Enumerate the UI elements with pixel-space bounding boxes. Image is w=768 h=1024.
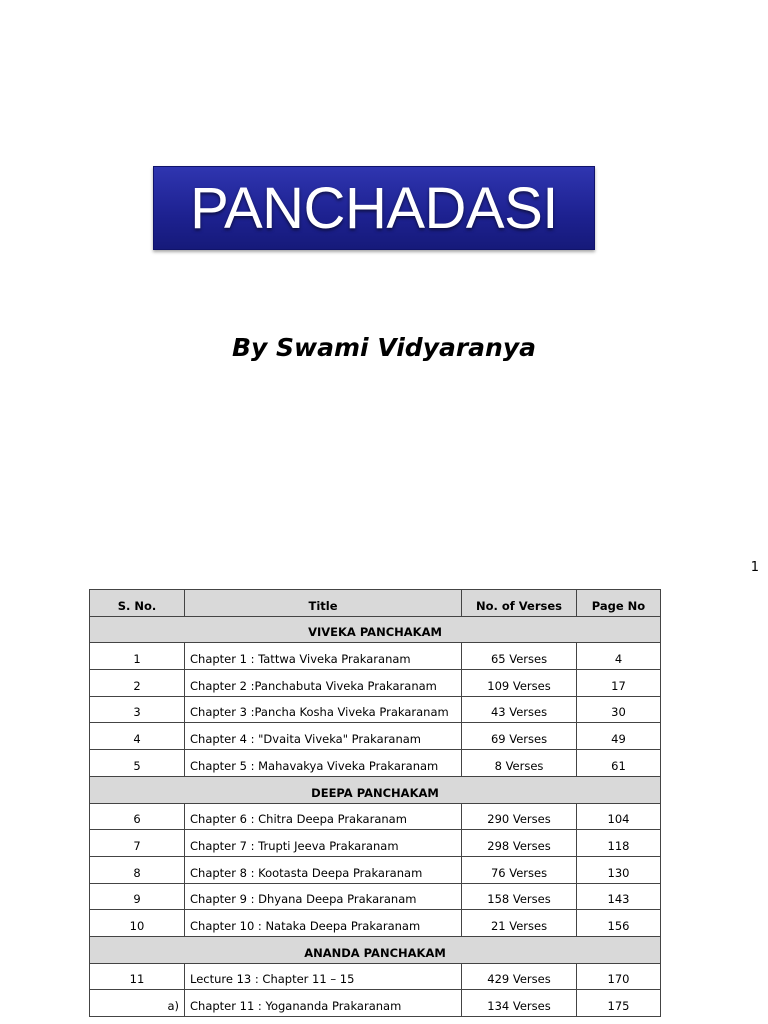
cell-sno: 3 bbox=[90, 696, 185, 723]
cell-sno: 7 bbox=[90, 830, 185, 857]
cell-title: Chapter 8 : Kootasta Deepa Prakaranam bbox=[185, 856, 462, 883]
page-number: 1 bbox=[750, 560, 759, 575]
cell-verses: 65 Verses bbox=[462, 643, 577, 670]
table-row bbox=[90, 643, 661, 670]
cell-sno: 9 bbox=[90, 883, 185, 910]
table-row bbox=[90, 723, 661, 750]
cell-verses: 8 Verses bbox=[462, 750, 577, 777]
table-row bbox=[90, 696, 661, 723]
author-line: By Swami Vidyaranya bbox=[231, 333, 537, 362]
cell-verses: 109 Verses bbox=[462, 670, 577, 697]
table-row bbox=[90, 883, 661, 910]
cell-page: 170 bbox=[577, 963, 661, 990]
cell-verses: 298 Verses bbox=[462, 830, 577, 857]
table-row bbox=[90, 856, 661, 883]
cell-sno: 4 bbox=[90, 723, 185, 750]
title-banner bbox=[153, 166, 595, 250]
section-heading: DEEPA PANCHAKAM bbox=[90, 776, 661, 803]
cell-title: Chapter 11 : Yogananda Prakaranam bbox=[185, 990, 462, 1017]
cell-title: Chapter 7 : Trupti Jeeva Prakaranam bbox=[185, 830, 462, 857]
table-row bbox=[90, 670, 661, 697]
cell-title: Chapter 2 :Panchabuta Viveka Prakaranam bbox=[185, 670, 462, 697]
cell-page: 17 bbox=[577, 670, 661, 697]
cell-verses: 43 Verses bbox=[462, 696, 577, 723]
cell-verses: 76 Verses bbox=[462, 856, 577, 883]
cell-sno: 1 bbox=[90, 643, 185, 670]
cell-title: Lecture 13 : Chapter 11 – 15 bbox=[185, 963, 462, 990]
header-sno: S. No. bbox=[90, 590, 185, 617]
cell-page: 104 bbox=[577, 803, 661, 830]
cell-sno: 2 bbox=[90, 670, 185, 697]
table-row bbox=[90, 963, 661, 990]
cell-page: 30 bbox=[577, 696, 661, 723]
cell-page: 118 bbox=[577, 830, 661, 857]
cell-sno: 5 bbox=[90, 750, 185, 777]
header-verses: No. of Verses bbox=[462, 590, 577, 617]
header-title: Title bbox=[185, 590, 462, 617]
document-title: PANCHADASI bbox=[190, 175, 558, 241]
cell-page: 61 bbox=[577, 750, 661, 777]
cell-sno: a) bbox=[90, 990, 185, 1017]
table-row bbox=[90, 830, 661, 857]
cell-page: 156 bbox=[577, 910, 661, 937]
cell-page: 175 bbox=[577, 990, 661, 1017]
cell-sno: 10 bbox=[90, 910, 185, 937]
cell-title: Chapter 9 : Dhyana Deepa Prakaranam bbox=[185, 883, 462, 910]
table-row bbox=[90, 803, 661, 830]
cell-verses: 158 Verses bbox=[462, 883, 577, 910]
cell-page: 4 bbox=[577, 643, 661, 670]
cell-page: 143 bbox=[577, 883, 661, 910]
cell-title: Chapter 4 : "Dvaita Viveka" Prakaranam bbox=[185, 723, 462, 750]
section-row bbox=[90, 616, 661, 643]
contents-table bbox=[89, 589, 661, 1017]
cell-title: Chapter 5 : Mahavakya Viveka Prakaranam bbox=[185, 750, 462, 777]
cell-sno: 6 bbox=[90, 803, 185, 830]
cell-verses: 69 Verses bbox=[462, 723, 577, 750]
cell-title: Chapter 3 :Pancha Kosha Viveka Prakaranam bbox=[185, 696, 462, 723]
section-row bbox=[90, 776, 661, 803]
cell-title: Chapter 6 : Chitra Deepa Prakaranam bbox=[185, 803, 462, 830]
cell-verses: 134 Verses bbox=[462, 990, 577, 1017]
table-row bbox=[90, 750, 661, 777]
cell-verses: 290 Verses bbox=[462, 803, 577, 830]
cell-title: Chapter 1 : Tattwa Viveka Prakaranam bbox=[185, 643, 462, 670]
section-heading: VIVEKA PANCHAKAM bbox=[90, 616, 661, 643]
cell-verses: 429 Verses bbox=[462, 963, 577, 990]
cell-sno: 11 bbox=[90, 963, 185, 990]
table-header-row bbox=[90, 590, 661, 617]
table-row bbox=[90, 910, 661, 937]
section-row bbox=[90, 936, 661, 963]
cell-sno: 8 bbox=[90, 856, 185, 883]
cell-page: 130 bbox=[577, 856, 661, 883]
header-page: Page No bbox=[577, 590, 661, 617]
cell-page: 49 bbox=[577, 723, 661, 750]
cell-title: Chapter 10 : Nataka Deepa Prakaranam bbox=[185, 910, 462, 937]
section-heading: ANANDA PANCHAKAM bbox=[90, 936, 661, 963]
table-row bbox=[90, 990, 661, 1017]
cell-verses: 21 Verses bbox=[462, 910, 577, 937]
